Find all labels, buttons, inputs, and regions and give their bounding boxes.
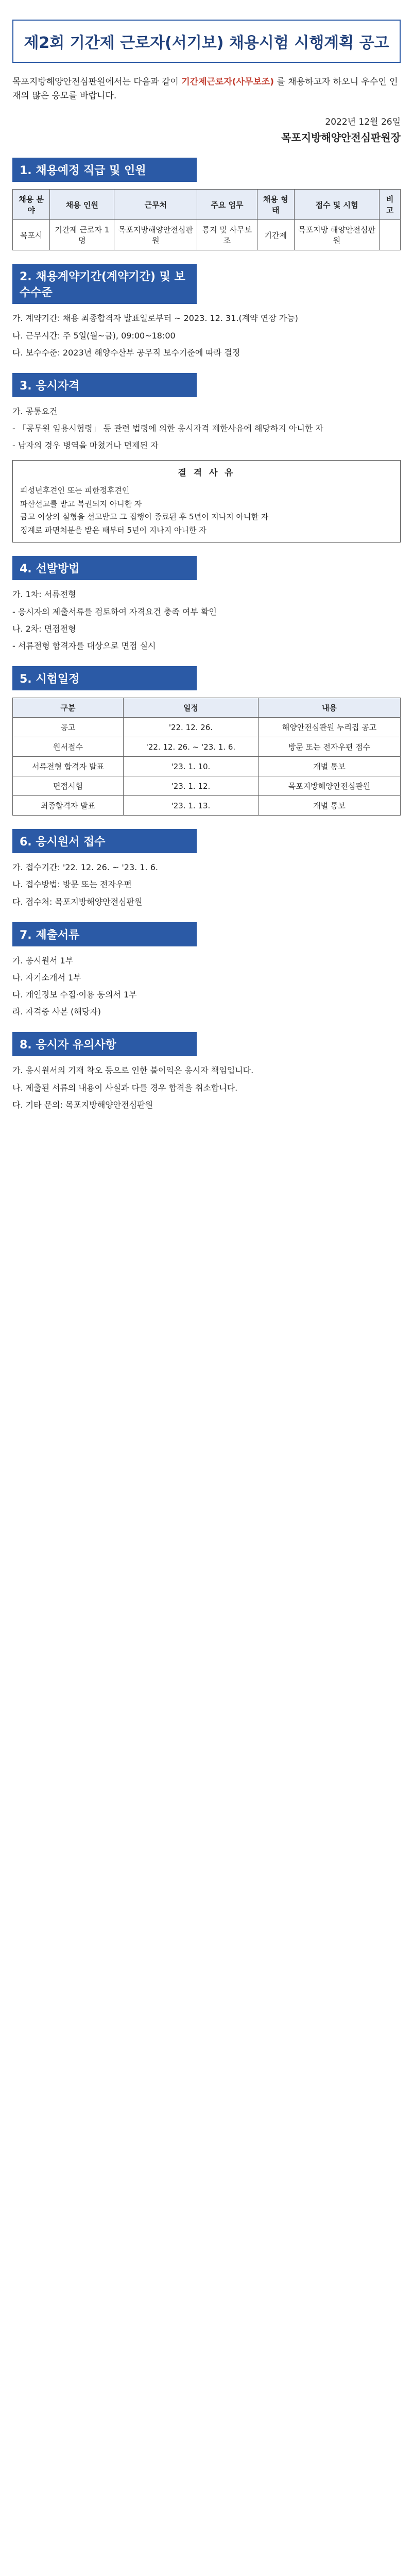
- section-header-5: 5. 시험일정: [12, 666, 197, 690]
- section-header-3: 3. 응시자격: [12, 373, 197, 397]
- disqualification-box: 결 격 사 유 피성년후견인 또는 피한정후견인 파산선고를 받고 복권되지 아니한 자 금고 이상의 실형을 선고받고 그 집행이 종료된 후 5년이 지나지 아니한 자 징계로 파면처분을 받은 때부터 5년이 지나지 아니한 자: [12, 460, 401, 543]
- application-text: 가. 접수기간: '22. 12. 26. ~ '23. 1. 6. 나. 접수방법: 방문 또는 전자우편 다. 접수처: 목포지방해양안전심판원: [12, 862, 158, 907]
- schedule-table: 구분 일정 내용 공고 '22. 12. 26. 해양안전심판원 누리집 공고 원서접수 '22. 12. 26. ~ '23. 1. 6. 방문 또는 전자우편 접수 서류전형 합격자 발표 '23. 1. 10. 개별 통보 면접시험 '23. 1. 12. 목포지방해양안전심판원 최종합격자 발표 '23. 1. 13. 개별 통보: [12, 698, 401, 816]
- contract-text: 가. 계약기간: 채용 최종합격자 발표일로부터 ~ 2023. 12. 31.(계약 연장 가능) 나. 근무시간: 주 5일(월~금), 09:00~18:00 다. 보수수준: 2023년 해양수산부 공무직 보수기준에 따라 결정: [12, 313, 298, 358]
- intro-text: 목포지방해양안전심판원에서는 다음과 같이 기간제근로자(사무보조) 를 채용하고자 하오니 우수인 인재의 많은 응모를 바랍니다.: [12, 77, 398, 101]
- recruitment-table: 채용 분야 채용 인원 근무처 주요 업무 채용 형태 접수 및 시험 비고 목포시 기간제 근로자 1명 목포지방해양안전심판원 통지 및 사무보조 기간제 목포지방 해양안전심판원: [12, 189, 401, 250]
- page-title: 제2회 기간제 근로자(서기보) 채용시험 시행계획 공고: [12, 20, 401, 63]
- section-header-6: 6. 응시원서 접수: [12, 829, 197, 853]
- section-header-7: 7. 제출서류: [12, 922, 197, 946]
- announcement-date: 2022년 12월 26일: [325, 117, 401, 128]
- documents-text: 가. 응시원서 1부 나. 자기소개서 1부 다. 개인정보 수집·이용 동의서 1부 라. 자격증 사본 (해당자): [12, 955, 137, 1017]
- section-header-8: 8. 응시자 유의사항: [12, 1032, 197, 1056]
- organization-name: 목포지방해양안전심판원장: [281, 131, 401, 144]
- section-header-1: 1. 채용예정 직급 및 인원: [12, 158, 197, 182]
- selection-text: 가. 1차: 서류전형 - 응시자의 제출서류를 검토하여 자격요건 충족 여부 확인 나. 2차: 면접전형 - 서류전형 합격자를 대상으로 면접 실시: [12, 589, 217, 651]
- section-header-2: 2. 채용계약기간(계약기간) 및 보수수준: [12, 264, 197, 304]
- qualification-text: 가. 공통요건 - 「공무원 임용시험령」 등 관련 법령에 의한 응시자격 제한사유에 해당하지 아니한 자 - 남자의 경우 병역을 마쳤거나 면제된 자: [12, 406, 323, 451]
- section-header-4: 4. 선발방법: [12, 556, 197, 580]
- notice-text: 가. 응시원서의 기재 착오 등으로 인한 불이익은 응시자 책임입니다. 나. 제출된 서류의 내용이 사실과 다를 경우 합격을 취소합니다. 다. 기타 문의: 목포지방해양안전심판원: [12, 1065, 254, 1110]
